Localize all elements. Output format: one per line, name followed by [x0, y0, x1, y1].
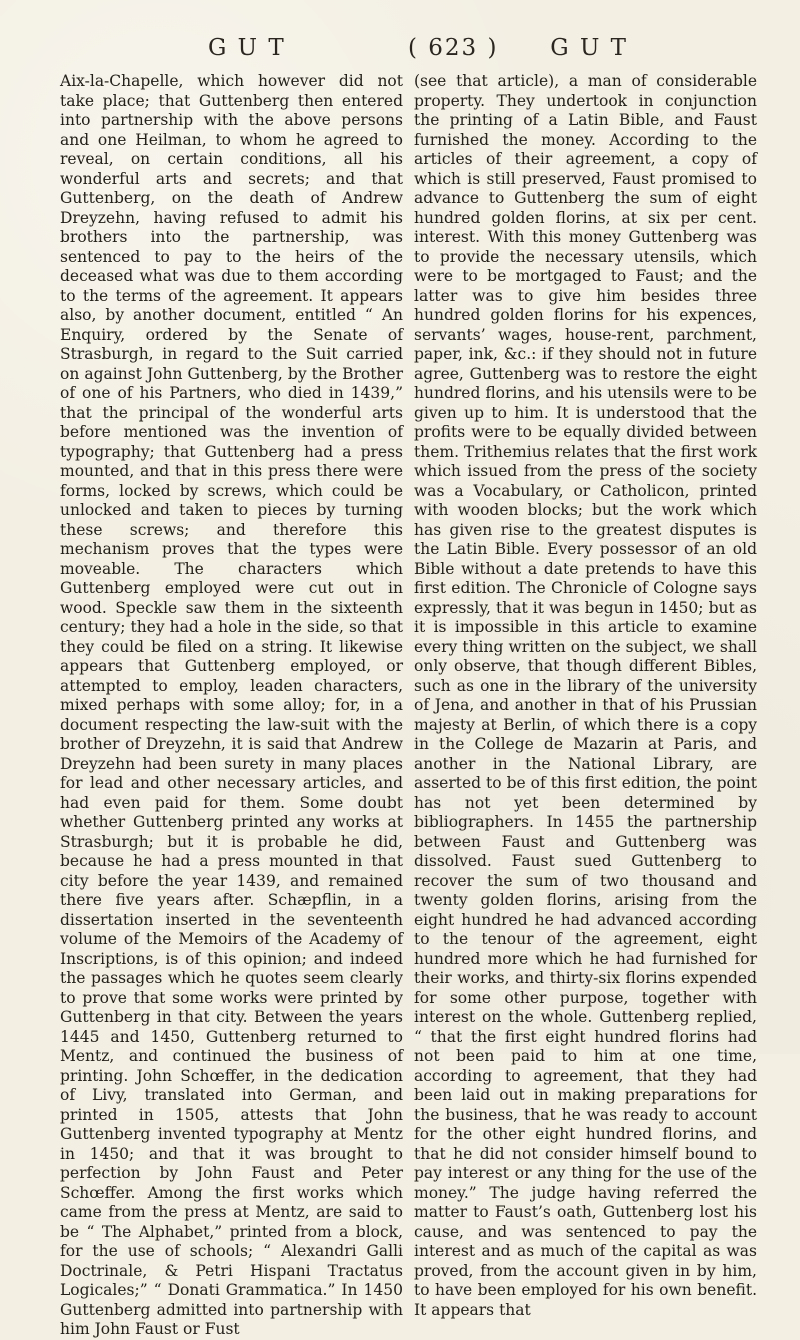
right-running-head: G U T — [550, 35, 628, 61]
right-column-text: (see that article), a man of considerable property. They undertook in conjunction the printing of a Latin Bible, and Faust furnished the money. According to the articles of their agreement, a copy of which is still preserved, Faust promised to advance to Guttenberg the sum of eight hundred golden florins, at six per cent. interest. With this money Guttenberg was to provide the necessary utensils, which were to be mortgaged to Faust; and the latter was to give him besides three hundred golden florins for his expences, servants’ wages, house-rent, parchment, paper, ink, &c.: if they should not in future agree, Guttenberg was to restore the eight hundred florins, and his utensils were to be given up to him. It is understood that the profits were to be equally divided between them. Trithemius relates that the first work which issued from the press of the society was a Vocabulary, or Catholicon, printed with wooden blocks; but the work which has given rise to the greatest disputes is the Latin Bible. Every possessor of an old Bible without a date pretends to have this first edition. The Chronicle of Cologne says expressly, that it was begun in 1450; but as it is impossible in this article to examine every thing written on the subject, we shall only observe, that though different Bibles, such as one in the library of the university of Jena, and another in that of his Prussian majesty at Berlin, of which there is a copy in the College de Mazarin at Paris, and another in the National Library, are asserted to be of this first edition, the point has not yet been determined by bibliographers. In 1455 the partnership between Faust and Guttenberg was dissolved. Faust sued Guttenberg to recover the sum of two thousand and twenty golden florins, arising from the eight hundred he had advanced according to the tenour of the agreement, eight hundred more which he had furnished for their works, and thirty-six florins expended for some other purpose, together with interest on the whole. Guttenberg replied, “ that the first eight hundred florins had not been paid to him at one time, according to agreement, that they had been laid out in making preparations for the business, that he was ready to account for the other eight hundred florins, and that he did not consider himself bound to pay interest or any thing for the use of the money.” The judge having referred the matter to Faust’s oath, Guttenberg lost his cause, and was sentenced to pay the interest and as much of the capital as was proved, from the account given in by him, to have been employed for his own benefit. It appears that — [414, 72, 757, 1319]
right-column — [414, 72, 757, 1320]
page-number: ( 623 ) — [408, 35, 499, 61]
left-column-text: Aix-la-Chapelle, which however did not take place; that Guttenberg then entered into partnership with the above persons and one Heilman, to whom he agreed to reveal, on certain conditions, all his wonderful arts and secrets; and that Guttenberg, on the death of Andrew Dreyzehn, having refused to admit his brothers into the partnership, was sentenced to pay to the heirs of the deceased what was due to them according to the terms of the agreement. It appears also, by another document, entitled “ An Enquiry, ordered by the Senate of Strasburgh, in regard to the Suit carried on against John Guttenberg, by the Brother of one of his Partners, who died in 1439,” that the principal of the wonderful arts before mentioned was the invention of typography; that Guttenberg had a press mounted, and that in this press there were forms, locked by screws, which could be unlocked and taken to pieces by turning these screws; and therefore this mechanism proves that the types were moveable. The characters which Guttenberg employed were cut out in wood. Speckle saw them in the sixteenth century; they had a hole in the side, so that they could be filed on a string. It likewise appears that Guttenberg employed, or attempted to employ, leaden characters, mixed perhaps with some alloy; for, in a document respecting the law-suit with the brother of Dreyzehn, it is said that Andrew Dreyzehn had been surety in many places for lead and other necessary articles, and had even paid for them. Some doubt whether Guttenberg printed any works at Strasburgh; but it is probable he did, because he had a press mounted in that city before the year 1439, and remained there five years after. Schæpflin, in a dissertation inserted in the seventeenth volume of the Memoirs of the Academy of Inscriptions, is of this opinion; and indeed the passages which he quotes seem clearly to prove that some works were printed by Guttenberg in that city. Between the years 1445 and 1450, Guttenberg returned to Mentz, and continued the business of printing. John Schœffer, in the dedication of Livy, translated into German, and printed in 1505, attests that John Guttenberg invented typography at Mentz in 1450; and that it was brought to perfection by John Faust and Peter Schœffer. Among the first works which came from the press at Mentz, are said to be “ The Alphabet,” printed from a block, for the use of schools; “ Alexandri Galli Doctrinale, & Petri Hispani Tractatus Logicales;” “ Donati Grammatica.” In 1450 Guttenberg admitted into partnership with him John Faust or Fust — [60, 72, 403, 1338]
running-header — [208, 34, 628, 62]
left-running-head: G U T — [208, 35, 286, 61]
left-column — [60, 72, 403, 1340]
